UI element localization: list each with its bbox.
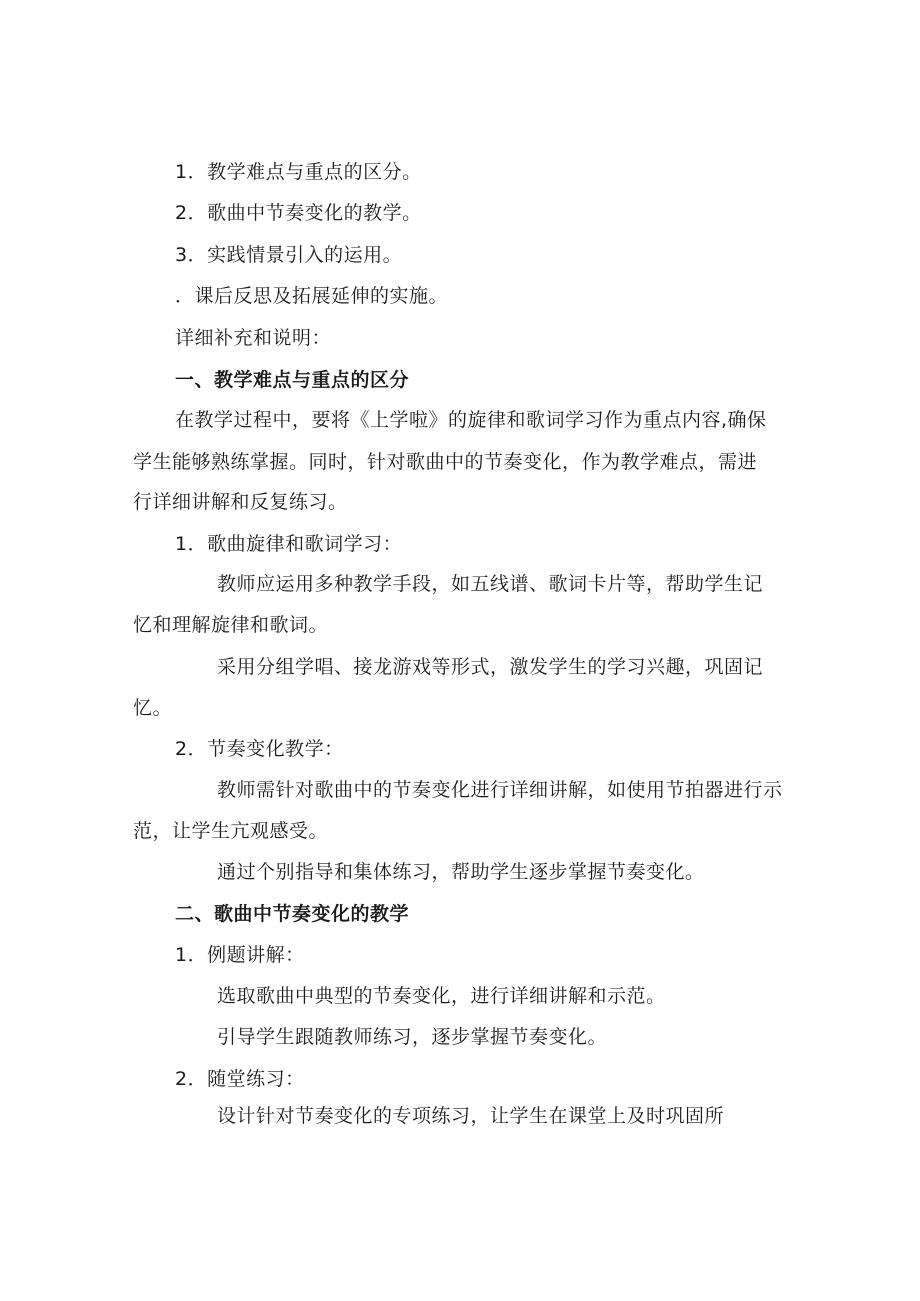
section2-sub1-line: 选取歌曲中典型的节奏变化，进行详细讲解和示范。	[217, 985, 666, 1007]
section1-sub1-title: 1．歌曲旋律和歌词学习：	[175, 533, 403, 555]
section1-sub2-line: 通过个别指导和集体练习，帮助学生逐步掌握节奏变化。	[217, 861, 705, 883]
section1-para-line: 行详细讲解和反复练习。	[133, 491, 348, 513]
section1-sub2-line: 教师需针对歌曲中的节奏变化进行详细讲解，如使用节拍器进行示	[217, 779, 783, 801]
section2-sub1-title: 1．例题讲解：	[175, 944, 305, 966]
section2-heading: 二、歌曲中节奏变化的教学	[175, 903, 410, 925]
section1-sub2-line: 范，让学生亢观感受。	[133, 820, 329, 842]
section1-sub1-line: 采用分组学唱、接龙游戏等形式，激发学生的学习兴趣，巩固记	[217, 656, 764, 678]
section1-heading: 一、教学难点与重点的区分	[175, 369, 410, 391]
section1-sub2-title: 2．节奏变化教学：	[175, 738, 344, 760]
section1-sub1-line: 忆和理解旋律和歌词。	[133, 614, 329, 636]
intro-text: 详细补充和说明：	[175, 327, 332, 349]
section1-para-line: 在教学过程中，要将《上学啦》的旋律和歌词学习作为重点内容,确保	[175, 409, 767, 431]
outline-item: 1．教学难点与重点的区分。	[175, 161, 422, 183]
section1-para-line: 学生能够熟练掌握。同时，针对歌曲中的节奏变化，作为教学难点，需进	[133, 451, 758, 473]
section2-sub2-line: 设计针对节奏变化的专项练习，让学生在课堂上及时巩固所	[217, 1105, 725, 1127]
section2-sub1-line: 引导学生跟随教师练习，逐步掌握节奏变化。	[217, 1026, 608, 1048]
outline-item: ．课后反思及拓展延伸的实施。	[175, 285, 449, 307]
outline-item: 3．实践情景引入的运用。	[175, 244, 403, 266]
section1-sub1-line: 教师应运用多种教学手段，如五线谱、歌词卡片等，帮助学生记	[217, 573, 764, 595]
section2-sub2-title: 2．随堂练习：	[175, 1068, 305, 1090]
section1-sub1-line: 忆。	[133, 697, 173, 719]
outline-item: 2．歌曲中节奏变化的教学。	[175, 202, 422, 224]
